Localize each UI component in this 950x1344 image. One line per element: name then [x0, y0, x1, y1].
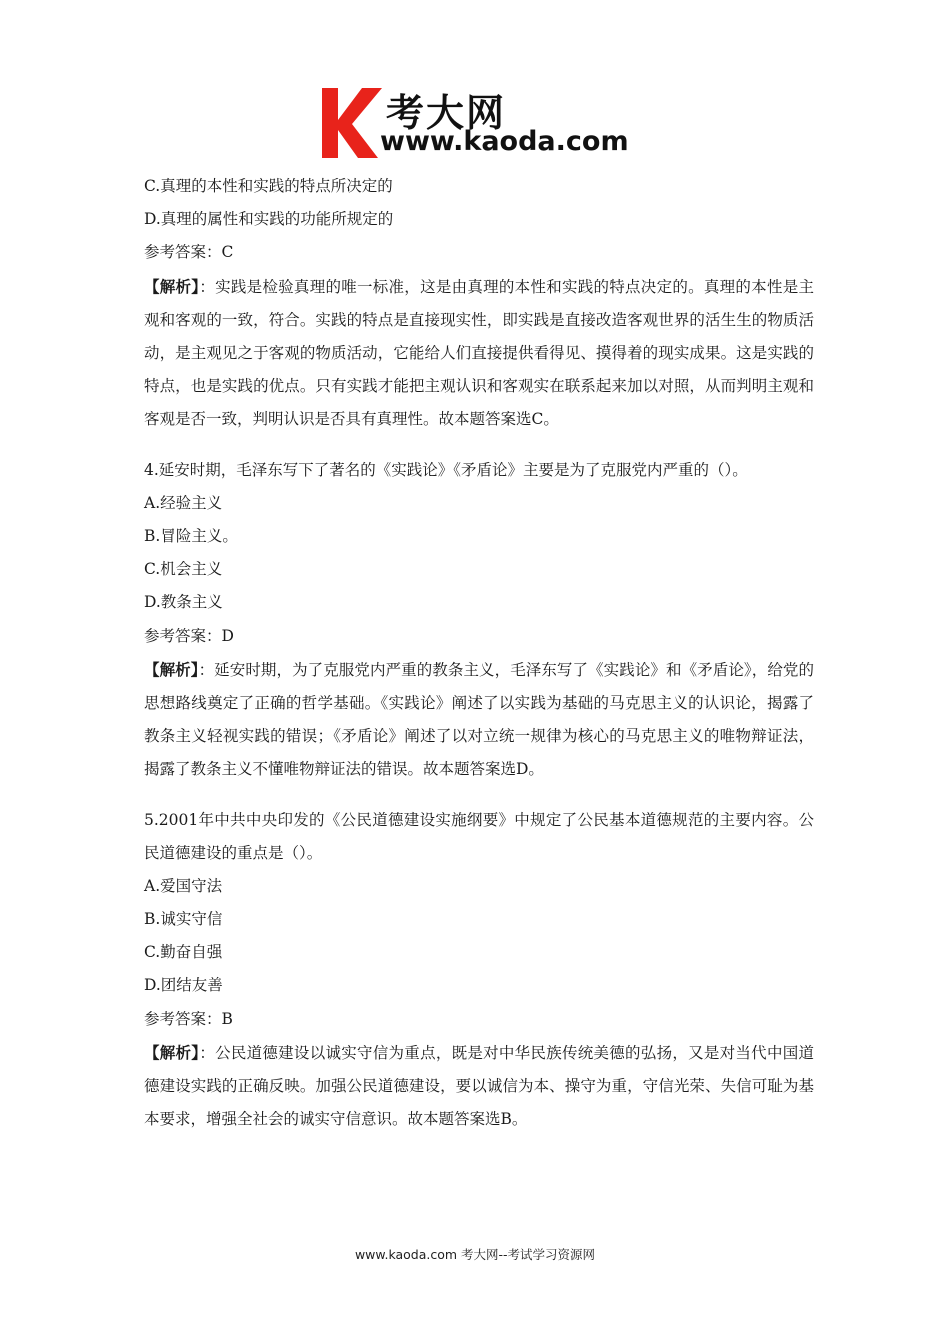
- q4-analysis: [144, 653, 814, 787]
- q4-option-b: B.冒险主义。: [144, 526, 238, 545]
- q5-option-a: A.爱国守法: [144, 876, 223, 895]
- page-footer: www.kaoda.com 考大网--考试学习资源网: [354, 1247, 596, 1262]
- q3-answer: 参考答案：C: [144, 243, 234, 262]
- q5-option-d: D.团结友善: [144, 976, 223, 995]
- q5-analysis: [144, 1036, 814, 1137]
- q5-option-c: C.勤奋自强: [144, 943, 223, 962]
- logo-brand-name: 考大网: [386, 91, 507, 135]
- document-content: [144, 170, 814, 1136]
- q5-analysis-text: ：公民道德建设以诚实守信为重点，既是对中华民族传统美德的弘扬，又是对当代中国道德建设实践的正确反映。加强公民道德建设，要以诚信为本、操守为重，守信光荣、失信可耻为基本要求，增强全社会的诚实守信意识。故本题答案选B。: [144, 1043, 814, 1129]
- q3-analysis-label: 【解析】: [144, 276, 200, 296]
- q5-stem: 5.2001年中共中央印发的《公民道德建设实施纲要》中规定了公民基本道德规范的主要内容。公民道德建设的重点是（）。: [144, 810, 814, 862]
- kaoda-logo: [318, 82, 638, 162]
- q3-analysis-text: ：实践是检验真理的唯一标准，这是由真理的本性和实践的特点决定的。真理的本性是主观和客观的一致，符合。实践的特点是直接现实性，即实践是直接改造客观世界的活生生的物质活动，是主观见之于客观的物质活动，它能给人们直接提供看得见、摸得着的现实成果。这是实践的特点，也是实践的优点。只有实践才能把主观认识和客观实在联系起来加以对照，从而判明主观和客观是否一致，判明认识是否具有真理性。故本题答案选C。: [144, 277, 814, 429]
- q3-option-d: D.真理的属性和实践的功能所规定的: [144, 210, 394, 229]
- q5-answer: 参考答案：B: [144, 1009, 233, 1028]
- q4-option-a: A.经验主义: [144, 493, 223, 512]
- k-logo-icon: [318, 82, 388, 162]
- q5-analysis-label: 【解析】: [144, 1042, 200, 1062]
- q4-option-c: C.机会主义: [144, 560, 223, 579]
- q4-option-d: D.教条主义: [144, 593, 223, 612]
- q4-analysis-text: ：延安时期，为了克服党内严重的教条主义，毛泽东写了《实践论》和《矛盾论》，给党的思想路线奠定了正确的哲学基础。《实践论》阐述了以实践为基础的马克思主义的认识论，揭露了教条主义轻视实践的错误；《矛盾论》阐述了以对立统一规律为核心的马克思主义的唯物辩证法，揭露了教条主义不懂唯物辩证法的错误。故本题答案选D。: [144, 660, 814, 779]
- q4-stem: 4.延安时期，毛泽东写下了著名的《实践论》《矛盾论》主要是为了克服党内严重的（）。: [144, 460, 748, 479]
- q3-option-c: C.真理的本性和实践的特点所决定的: [144, 177, 393, 195]
- logo-url: www.kaoda.com: [380, 126, 629, 157]
- q4-analysis-label: 【解析】: [144, 659, 199, 679]
- q5-option-b: B.诚实守信: [144, 910, 223, 929]
- q3-analysis: [144, 270, 814, 437]
- q4-answer: 参考答案：D: [144, 626, 234, 645]
